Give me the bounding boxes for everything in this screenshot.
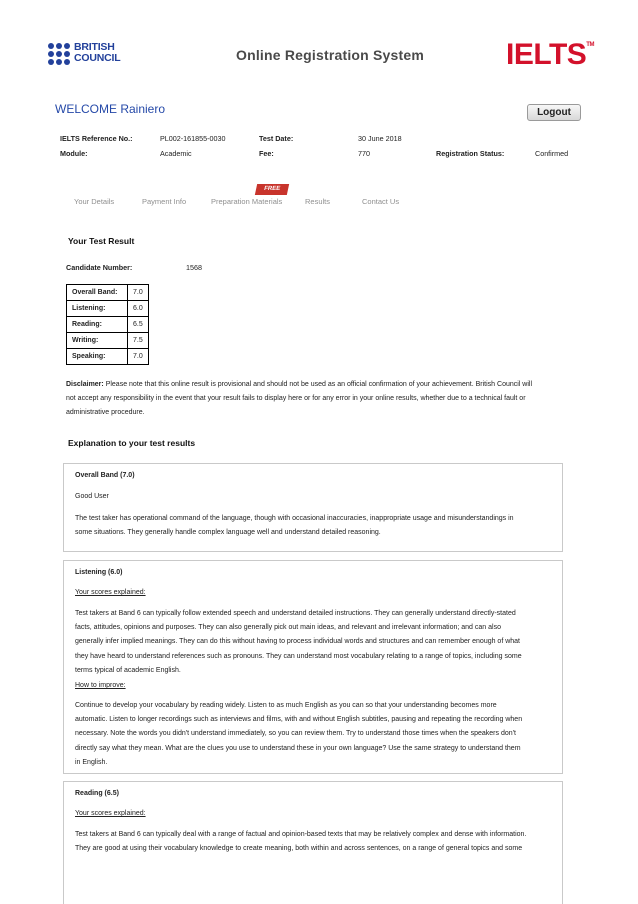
- score-label: Speaking:: [67, 349, 128, 365]
- score-label: Writing:: [67, 333, 128, 349]
- reading-explained-text: [75, 828, 561, 856]
- disclaimer-label: Disclaimer:: [66, 381, 104, 388]
- listening-improve-line: automatic. Listen to longer recordings such as interviews and films, with and without English subtitles, pausing and repeating the recording when: [75, 716, 523, 724]
- ref-label: IELTS Reference No.:: [60, 134, 133, 143]
- welcome-message: WELCOME Rainiero: [55, 102, 166, 116]
- module-value: Academic: [160, 149, 192, 158]
- score-row-reading: [67, 317, 149, 333]
- score-row-overall: [67, 285, 149, 301]
- overall-line: some situations. They generally handle complex language well and understand detailed reasoning.: [75, 529, 381, 537]
- ref-value: PL002-161855-0030: [160, 134, 226, 143]
- ielts-logo-text: IELTS: [506, 38, 587, 71]
- listening-improve-line: Continue to develop your vocabulary by reading widely. Listen to as much English as you can so that your understanding becomes more: [75, 702, 497, 709]
- candidate-value: 1568: [186, 263, 202, 272]
- disclaimer: [66, 378, 576, 421]
- nav-contact-us[interactable]: Contact Us: [362, 197, 400, 206]
- system-title: Online Registration System: [236, 47, 425, 63]
- score-row-listening: [67, 301, 149, 317]
- fee-value: 770: [358, 149, 370, 158]
- british-council-dots-icon: [48, 43, 72, 65]
- score-value: 7.0: [128, 285, 149, 301]
- free-badge: FREE: [255, 184, 289, 195]
- score-label: Listening:: [67, 301, 128, 317]
- score-row-speaking: [67, 349, 149, 365]
- listening-improve-text: [75, 699, 559, 770]
- disclaimer-line1: Please note that this online result is provisional and should not be used as an official confirmation of your achievement. British Council will: [103, 381, 533, 388]
- ielts-tm: TM: [586, 42, 594, 48]
- disclaimer-line3: administrative procedure.: [66, 409, 145, 417]
- listening-explained-line: facts, attitudes, opinions and purposes. They can also generally pick out main ideas, and relevant and irrelevant information; and can also: [75, 624, 501, 632]
- overall-line: The test taker has operational command of the language, though with occasional inaccuracies, inappropriate usage and misunderstandings in: [75, 515, 514, 522]
- listening-improve-line: necessary. Note the words you didn't understand immediately, so you can review them. Try to understand those times when the speakers don't: [75, 730, 516, 738]
- listening-box: [63, 560, 563, 774]
- reading-explained-line: Test takers at Band 6 can typically deal with a range of factual and opinion-based texts that may be relatively complex and dense with information.: [75, 831, 527, 838]
- listening-explained-label: Your scores explained:: [75, 589, 146, 596]
- test-date-label: Test Date:: [259, 134, 294, 143]
- score-table: [66, 284, 149, 365]
- listening-improve-label: How to improve:: [75, 682, 126, 689]
- status-value: Confirmed: [535, 149, 569, 158]
- status-label: Registration Status:: [436, 149, 505, 158]
- explanation-heading: Explanation to your test results: [68, 438, 196, 448]
- nav-your-details[interactable]: Your Details: [74, 197, 115, 206]
- score-label: Overall Band:: [67, 285, 128, 301]
- bc-logo-line2: COUNCIL: [74, 52, 121, 64]
- module-label: Module:: [60, 149, 88, 158]
- score-row-writing: [67, 333, 149, 349]
- listening-title: Listening (6.0): [75, 569, 123, 576]
- listening-explained-line: they have heard to understand references such as pronouns. They can understand most vocabulary relating to a range of topics, including some: [75, 652, 522, 660]
- test-result-heading: Your Test Result: [68, 236, 135, 246]
- score-label: Reading:: [67, 317, 128, 333]
- logout-button[interactable]: Logout: [527, 104, 581, 121]
- nav-preparation-materials[interactable]: Preparation Materials: [211, 197, 283, 206]
- listening-explained-line: Test takers at Band 6 can typically follow extended speech and understand detailed instructions. They can generally understand directly-stated: [75, 610, 516, 617]
- reading-explained-line: They are good at using their vocabulary knowledge to create meaning, both within and across sentences, on a range of general topics and some: [75, 845, 523, 853]
- listening-improve-line: in English.: [75, 758, 108, 766]
- candidate-label: Candidate Number:: [66, 263, 133, 272]
- listening-improve-line: directly say what they mean. What are the clues you use to understand these in your own language? Use the same strategy to understand them: [75, 744, 521, 752]
- fee-label: Fee:: [259, 149, 274, 158]
- listening-explained-text: [75, 607, 559, 678]
- nav-payment-info[interactable]: Payment Info: [142, 197, 187, 206]
- listening-explained-line: generally infer implied meanings. They can do this without having to process individual words and structures and can remember enough of what: [75, 638, 521, 646]
- nav-results[interactable]: Results: [305, 197, 331, 206]
- overall-band-description: [75, 512, 555, 540]
- listening-explained-line: terms typical of academic English.: [75, 666, 181, 674]
- overall-band-title: Overall Band (7.0): [75, 472, 135, 479]
- reading-explained-label: Your scores explained:: [75, 810, 146, 817]
- score-value: 7.5: [128, 333, 149, 349]
- overall-band-box: [63, 463, 563, 552]
- bc-logo-line1: BRITISH: [74, 41, 115, 53]
- ielts-logo: [506, 38, 594, 72]
- score-value: 6.5: [128, 317, 149, 333]
- reading-box: [63, 781, 563, 904]
- british-council-logo: [48, 42, 128, 66]
- score-value: 6.0: [128, 301, 149, 317]
- test-date-value: 30 June 2018: [358, 134, 402, 143]
- disclaimer-line2: not accept any responsibility in the event that your result fails to display here or for any error in your online results, whether due to a technical fault or: [66, 395, 526, 403]
- score-value: 7.0: [128, 349, 149, 365]
- overall-band-subtitle: Good User: [75, 493, 109, 500]
- reading-title: Reading (6.5): [75, 790, 119, 797]
